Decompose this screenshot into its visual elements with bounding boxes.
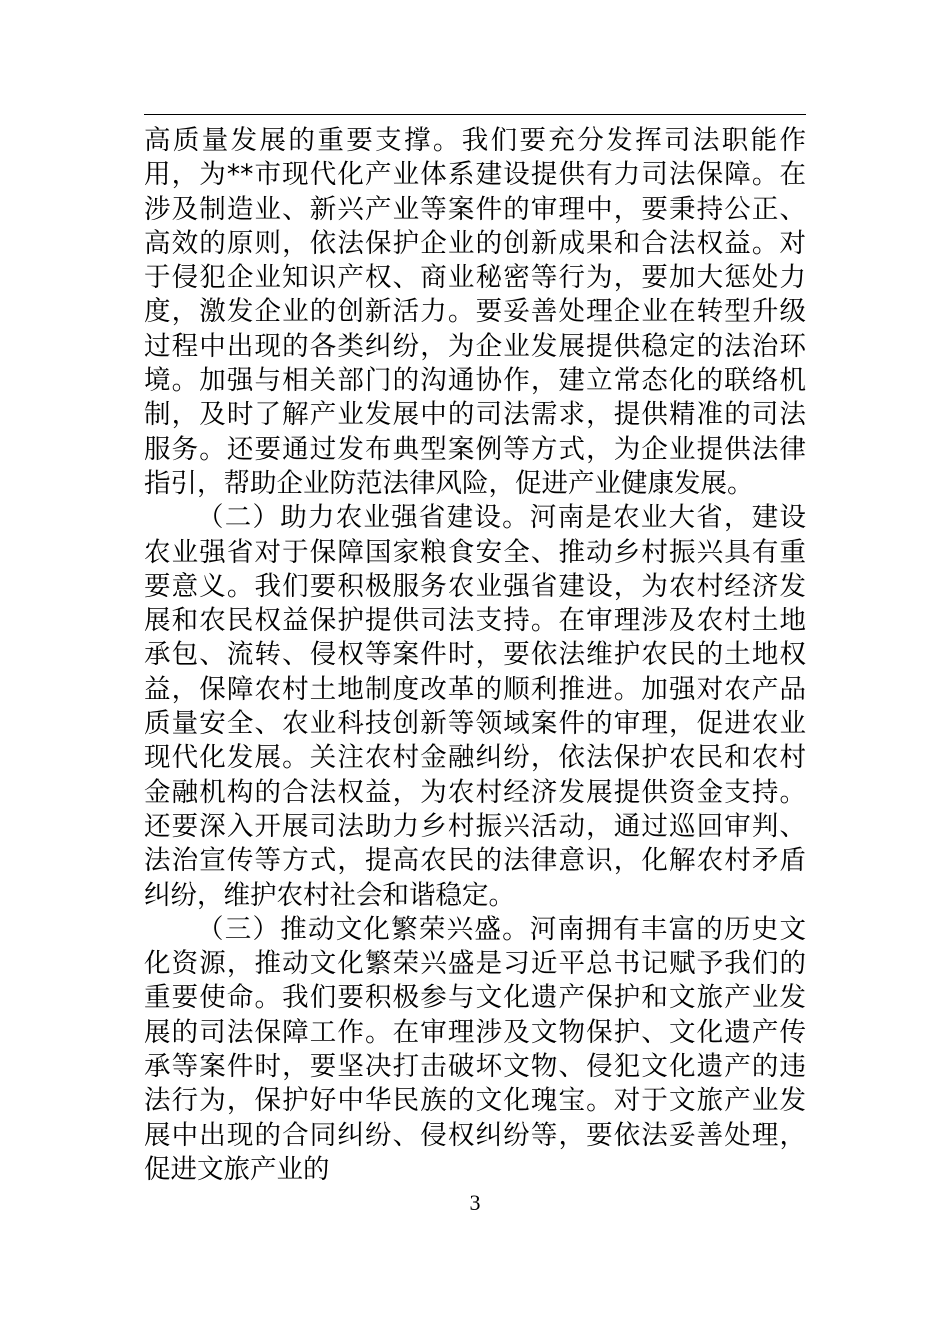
paragraph-agriculture: （二）助力农业强省建设。河南是农业大省，建设农业强省对于保障国家粮食安全、推动乡村振兴具有重要意义。我们要积极服务农业强省建设，为农村经济发展和农民权益保护提供司法支持。在审理涉及农村土地承包、流转、侵权等案件时，要依法维护农民的土地权益，保障农村土地制度改革的顺利推进。加强对农产品质量安全、农业科技创新等领域案件的审理，促进农业现代化发展。关注农村金融纠纷，依法保护农民和农村金融机构的合法权益，为农村经济发展提供资金支持。还要深入开展司法助力乡村振兴活动，通过巡回审判、法治宣传等方式，提高农民的法律意识，化解农村矛盾纠纷，维护农村社会和谐稳定。: [144, 502, 806, 911]
page-number: 3: [469, 1190, 481, 1215]
paragraph-industry-support: 高质量发展的重要支撑。我们要充分发挥司法职能作用，为**市现代化产业体系建设提供有力司法保障。在涉及制造业、新兴产业等案件的审理中，要秉持公正、高效的原则，依法保护企业的创新成果和合法权益。对于侵犯企业知识产权、商业秘密等行为，要加大惩处力度，激发企业的创新活力。要妥善处理企业在转型升级过程中出现的各类纠纷，为企业发展提供稳定的法治环境。加强与相关部门的沟通协作，建立常态化的联络机制，及时了解产业发展中的司法需求，提供精准的司法服务。还要通过发布典型案例等方式，为企业提供法律指引，帮助企业防范法律风险，促进产业健康发展。: [144, 125, 806, 499]
body-text: [144, 124, 806, 1187]
paragraph-culture: （三）推动文化繁荣兴盛。河南拥有丰富的历史文化资源，推动文化繁荣兴盛是习近平总书记赋予我们的重要使命。我们要积极参与文化遗产保护和文旅产业发展的司法保障工作。在审理涉及文物保护、文化遗产传承等案件时，要坚决打击破坏文物、侵犯文化遗产的违法行为，保护好中华民族的文化瑰宝。对于文旅产业发展中出现的合同纠纷、侵权纠纷等，要依法妥善处理，促进文旅产业的: [144, 913, 806, 1185]
header-rule: [144, 114, 806, 115]
